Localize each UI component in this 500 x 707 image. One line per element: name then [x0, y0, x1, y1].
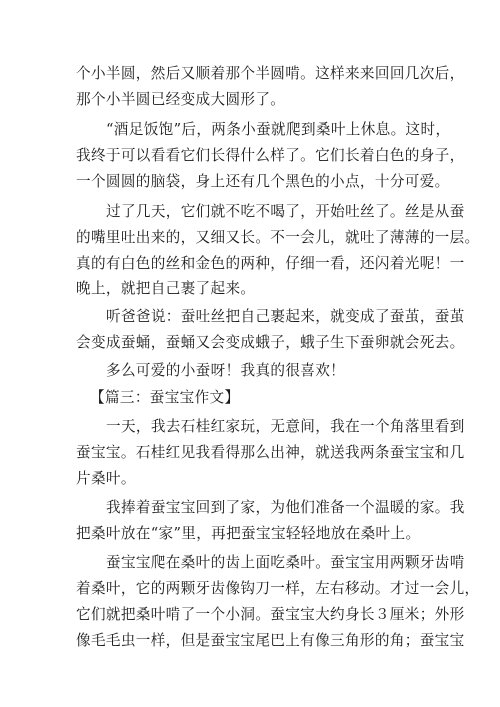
- text-line: 晚上，就把自己裹了起来。: [76, 280, 256, 297]
- text-line: 我捧着蚕宝宝回到了家，为他们准备一个温暖的家。我: [106, 499, 465, 516]
- text-line: 一天，我去石桂红家玩，无意间，我在一个角落里看到: [106, 418, 465, 435]
- section-heading: 【篇三：蚕宝宝作文】: [90, 389, 240, 406]
- text-line: 过了几天，它们就不吃不喝了，开始吐丝了。丝是从蚕: [106, 203, 465, 220]
- text-line: 我终于可以看看它们长得什么样了。它们长着白色的身子，: [76, 147, 465, 164]
- text-line: 蚕宝宝爬在桑叶的齿上面吃桑叶。蚕宝宝用两颗牙齿啃: [106, 554, 465, 571]
- text-line: “酒足饭饱”后，两条小蚕就爬到桑叶上休息。这时，: [106, 121, 451, 138]
- text-line: 像毛毛虫一样，但是蚕宝宝尾巴上有像三角形的角；蚕宝宝: [76, 632, 465, 649]
- text-line: 着桑叶，它的两颗牙齿像钩刀一样，左右移动。才过一会儿，: [76, 580, 480, 597]
- text-line: 多么可爱的小蚕呀！我真的很喜欢！: [106, 362, 346, 379]
- text-line: 把桑叶放在“家”里，再把蚕宝宝轻轻地放在桑叶上。: [76, 525, 421, 542]
- text-line: 听爸爸说：蚕吐丝把自己裹起来，就变成了蚕茧，蚕茧: [106, 308, 465, 325]
- text-line: 会变成蚕蛹，蚕蛹又会变成蛾子，蛾子生下蚕卵就会死去。: [76, 334, 465, 351]
- text-line: 一个圆圆的脑袋，身上还有几个黑色的小点，十分可爱。: [76, 173, 450, 190]
- text-line: 的嘴里吐出来的，又细又长。不一会儿，就吐了薄薄的一层。: [76, 229, 480, 246]
- text-line: 片桑叶。: [76, 470, 136, 487]
- text-line: 个小半圆，然后又顺着那个半圆啃。这样来来回回几次后，: [76, 65, 465, 82]
- text-line: 它们就把桑叶啃了一个小洞。蚕宝宝大约身长３厘米；外形: [76, 606, 465, 623]
- text-line: 真的有白色的丝和金色的两种，仔细一看，还闪着光呢！一: [76, 255, 465, 272]
- text-line: 蚕宝宝。石桂红见我看得那么出神，就送我两条蚕宝宝和几: [76, 444, 465, 461]
- text-line: 那个小半圆已经变成大圆形了。: [76, 91, 286, 108]
